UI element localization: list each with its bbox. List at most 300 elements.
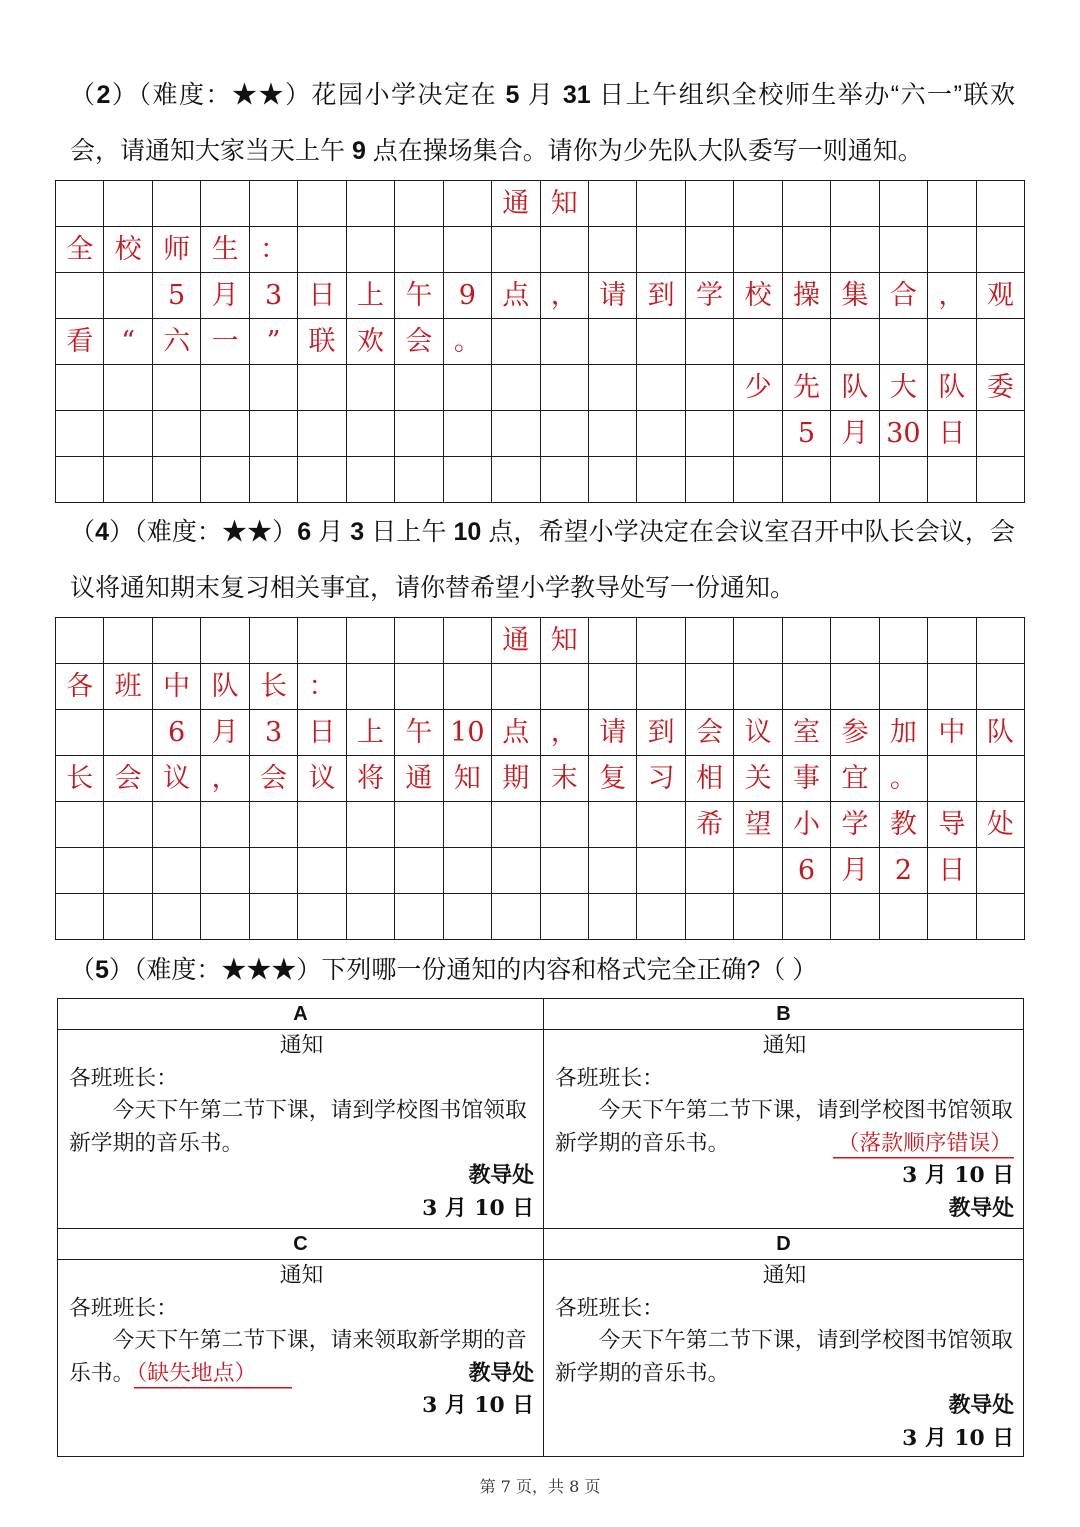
grid-row (56, 457, 1025, 503)
grid-cell-blank (395, 411, 443, 457)
grid-cell-answer: 月 (201, 710, 249, 756)
grid-cell-answer: 中 (928, 710, 976, 756)
grid-cell-blank (56, 181, 104, 227)
grid-cell-answer: 6 (783, 848, 831, 894)
grid-cell-blank (56, 273, 104, 319)
grid-cell-blank (153, 618, 201, 664)
grid-cell-answer: 希 (686, 802, 734, 848)
grid-cell-blank (977, 756, 1025, 802)
grid-cell-blank (444, 457, 492, 503)
notice-signature: 教导处 (468, 1163, 534, 1189)
grid-cell-answer: 集 (831, 273, 879, 319)
grid-cell-blank (880, 181, 928, 227)
grid-cell-blank (977, 227, 1025, 273)
grid-cell-blank (201, 802, 249, 848)
grid-cell-blank (541, 664, 589, 710)
grid-cell-answer: 日 (928, 411, 976, 457)
grid-cell-blank (686, 227, 734, 273)
grid-cell-blank (734, 848, 782, 894)
notice-title: 通知 (279, 1033, 324, 1058)
grid-row (56, 756, 1025, 802)
grid-cell-answer: 少 (734, 365, 782, 411)
grid-cell-answer: 期 (492, 756, 540, 802)
grid-cell-answer: “ (104, 319, 152, 365)
prompt-line: 议将通知期末复习相关事宜，请你替希望小学教导处写一份通知。 (70, 574, 796, 602)
grid-cell-blank (783, 894, 831, 940)
grid-cell-blank (492, 457, 540, 503)
grid-cell-blank (637, 319, 685, 365)
grid-cell-blank (928, 319, 976, 365)
notice-greeting: 各班班长： (555, 1065, 664, 1091)
grid-cell-blank (347, 618, 395, 664)
grid-cell-blank (637, 411, 685, 457)
correction-annotation: （缺失地点） (134, 1361, 292, 1389)
grid-cell-blank (783, 319, 831, 365)
grid-cell-blank (298, 411, 346, 457)
grid-cell-blank (153, 894, 201, 940)
grid-cell-answer: 一 (201, 319, 249, 365)
grid-cell-answer: 上 (347, 273, 395, 319)
grid-cell-answer: 通 (492, 181, 540, 227)
grid-cell-blank (977, 848, 1025, 894)
grid-cell-blank (928, 618, 976, 664)
grid-cell-blank (153, 365, 201, 411)
grid-cell-answer: ” (250, 319, 298, 365)
grid-cell-blank (734, 181, 782, 227)
grid-cell-blank (104, 273, 152, 319)
grid-cell-answer: 议 (153, 756, 201, 802)
grid-cell-blank (250, 618, 298, 664)
answer-grid-question-2 (55, 180, 1025, 503)
grid-cell-answer: 3 (250, 273, 298, 319)
grid-cell-blank (250, 848, 298, 894)
notice-date: 3 月 10 日 (902, 1425, 1014, 1451)
grid-cell-blank (686, 894, 734, 940)
grid-cell-blank (201, 894, 249, 940)
grid-cell-blank (686, 618, 734, 664)
grid-cell-answer: ， (201, 756, 249, 802)
notice-body-text: 乐书。 (69, 1360, 135, 1386)
grid-cell-blank (541, 227, 589, 273)
grid-cell-answer: 导 (928, 802, 976, 848)
grid-cell-blank (56, 457, 104, 503)
notice-body-line: 今天下午第二节下课，请到学校图书馆领取 (598, 1328, 1013, 1354)
grid-cell-blank (492, 319, 540, 365)
grid-cell-blank (541, 802, 589, 848)
grid-cell-blank (589, 894, 637, 940)
grid-cell-blank (831, 894, 879, 940)
grid-cell-answer: 班 (104, 664, 152, 710)
grid-cell-blank (637, 848, 685, 894)
grid-cell-blank (977, 181, 1025, 227)
grid-cell-blank (250, 894, 298, 940)
grid-cell-blank (977, 411, 1025, 457)
grid-cell-blank (928, 457, 976, 503)
grid-cell-blank (734, 411, 782, 457)
grid-cell-blank (541, 457, 589, 503)
grid-cell-blank (298, 848, 346, 894)
grid-row (56, 273, 1025, 319)
grid-cell-answer: 长 (250, 664, 298, 710)
grid-cell-answer: 月 (831, 411, 879, 457)
grid-cell-blank (104, 618, 152, 664)
notice-title: 通知 (279, 1263, 324, 1288)
notice-greeting: 各班班长： (555, 1295, 664, 1321)
grid-cell-answer: 队 (831, 365, 879, 411)
grid-row (56, 618, 1025, 664)
grid-cell-blank (492, 365, 540, 411)
grid-cell-blank (444, 365, 492, 411)
grid-cell-answer: 队 (201, 664, 249, 710)
grid-cell-blank (347, 894, 395, 940)
grid-cell-blank (395, 618, 443, 664)
grid-cell-blank (298, 457, 346, 503)
grid-cell-answer: 3 (250, 710, 298, 756)
grid-cell-blank (395, 894, 443, 940)
grid-cell-answer: 月 (201, 273, 249, 319)
grid-cell-blank (589, 848, 637, 894)
grid-cell-answer: 学 (686, 273, 734, 319)
grid-cell-blank (589, 365, 637, 411)
grid-cell-blank (347, 365, 395, 411)
grid-cell-blank (395, 181, 443, 227)
grid-row (56, 319, 1025, 365)
grid-cell-blank (734, 664, 782, 710)
prompt-number: 5 (95, 956, 109, 984)
grid-cell-blank (831, 227, 879, 273)
prompt-number: 2 (96, 81, 111, 109)
grid-cell-answer: 到 (637, 273, 685, 319)
grid-cell-answer: 将 (347, 756, 395, 802)
prompt-number: 6 (297, 518, 312, 546)
grid-cell-blank (734, 319, 782, 365)
grid-row (56, 664, 1025, 710)
grid-cell-blank (783, 227, 831, 273)
notice-greeting: 各班班长： (69, 1295, 178, 1321)
grid-cell-answer: 望 (734, 802, 782, 848)
grid-cell-blank (928, 894, 976, 940)
grid-cell-answer: 委 (977, 365, 1025, 411)
grid-cell-blank (928, 756, 976, 802)
prompt-number: 9 (351, 137, 366, 165)
grid-cell-answer: 教 (880, 802, 928, 848)
body-and-annotation (69, 1358, 292, 1391)
grid-cell-blank (637, 457, 685, 503)
grid-cell-blank (56, 365, 104, 411)
grid-cell-blank (201, 411, 249, 457)
grid-cell-blank (104, 710, 152, 756)
grid-cell-blank (444, 411, 492, 457)
grid-cell-blank (686, 664, 734, 710)
option-b-notice (544, 1030, 1024, 1229)
grid-cell-answer: ： (250, 227, 298, 273)
grid-cell-answer: 大 (880, 365, 928, 411)
grid-cell-answer: 知 (541, 181, 589, 227)
grid-cell-answer: 长 (56, 756, 104, 802)
grid-cell-blank (298, 227, 346, 273)
notice-body-line: 今天下午第二节下课，请到学校图书馆领取 (598, 1098, 1013, 1124)
grid-cell-blank (541, 848, 589, 894)
grid-cell-answer: 议 (734, 710, 782, 756)
grid-cell-blank (637, 227, 685, 273)
options-content-row (58, 1030, 1024, 1229)
grid-cell-blank (492, 802, 540, 848)
grid-cell-blank (104, 365, 152, 411)
grid-cell-blank (541, 411, 589, 457)
notice-signature: 教导处 (948, 1393, 1014, 1419)
question-5-prompt (70, 942, 1015, 998)
grid-cell-blank (347, 664, 395, 710)
grid-row (56, 365, 1025, 411)
grid-cell-answer: 请 (589, 273, 637, 319)
grid-cell-answer: 操 (783, 273, 831, 319)
grid-cell-blank (298, 181, 346, 227)
notice-body-line: 新学期的音乐书。 (555, 1360, 730, 1386)
grid-cell-answer: 先 (783, 365, 831, 411)
grid-cell-blank (589, 411, 637, 457)
grid-cell-answer: 2 (880, 848, 928, 894)
grid-cell-answer: 复 (589, 756, 637, 802)
grid-cell-answer: 点 (492, 710, 540, 756)
grid-cell-blank (56, 618, 104, 664)
grid-cell-answer: 会 (395, 319, 443, 365)
grid-cell-blank (880, 664, 928, 710)
grid-cell-blank (250, 365, 298, 411)
grid-cell-blank (880, 894, 928, 940)
grid-cell-blank (589, 181, 637, 227)
notice-signature: 教导处 (948, 1195, 1014, 1221)
grid-cell-blank (56, 710, 104, 756)
grid-cell-blank (444, 848, 492, 894)
annotation-wrap (833, 1128, 1014, 1161)
grid-cell-answer: 小 (783, 802, 831, 848)
grid-cell-answer: 5 (783, 411, 831, 457)
notice-date: 3 月 10 日 (422, 1195, 534, 1221)
grid-cell-blank (686, 457, 734, 503)
grid-cell-answer: 各 (56, 664, 104, 710)
grid-cell-blank (734, 227, 782, 273)
grid-cell-answer: 宜 (831, 756, 879, 802)
grid-cell-blank (541, 894, 589, 940)
grid-row (56, 710, 1025, 756)
grid-cell-answer: 月 (831, 848, 879, 894)
grid-cell-blank (734, 618, 782, 664)
notice-greeting: 各班班长： (69, 1065, 178, 1091)
grid-cell-blank (347, 802, 395, 848)
grid-cell-blank (637, 664, 685, 710)
grid-cell-blank (347, 181, 395, 227)
notice-body-line: 今天下午第二节下课，请到学校图书馆领取 (112, 1098, 527, 1124)
grid-cell-blank (250, 802, 298, 848)
page-footer: 第 7 页，共 8 页 (479, 1477, 601, 1496)
grid-cell-answer: 队 (928, 365, 976, 411)
grid-cell-blank (977, 618, 1025, 664)
grid-cell-answer: 日 (298, 273, 346, 319)
grid-cell-answer: 30 (880, 411, 928, 457)
question-4-prompt (70, 504, 1015, 616)
grid-row (56, 227, 1025, 273)
prompt-number: 5 (505, 81, 520, 109)
grid-cell-blank (201, 457, 249, 503)
grid-cell-blank (637, 181, 685, 227)
grid-cell-blank (686, 365, 734, 411)
grid-cell-answer: 事 (783, 756, 831, 802)
option-b-letter: B (544, 999, 1024, 1030)
grid-cell-answer: 校 (734, 273, 782, 319)
grid-row (56, 848, 1025, 894)
grid-cell-blank (880, 227, 928, 273)
grid-cell-blank (104, 411, 152, 457)
grid-cell-blank (492, 227, 540, 273)
grid-cell-answer: 5 (153, 273, 201, 319)
grid-cell-answer: 欢 (347, 319, 395, 365)
grid-cell-answer: 到 (637, 710, 685, 756)
grid-cell-blank (444, 618, 492, 664)
grid-cell-answer: 加 (880, 710, 928, 756)
grid-row (56, 181, 1025, 227)
options-header-row (58, 999, 1024, 1030)
grid-cell-answer: ： (298, 664, 346, 710)
grid-cell-blank (880, 618, 928, 664)
grid-cell-blank (492, 664, 540, 710)
prompt-number: 31 (562, 81, 591, 109)
grid-cell-blank (153, 181, 201, 227)
grid-cell-blank (104, 457, 152, 503)
grid-cell-blank (928, 181, 976, 227)
grid-cell-blank (637, 365, 685, 411)
grid-cell-answer: 10 (444, 710, 492, 756)
grid-cell-blank (395, 664, 443, 710)
grid-cell-blank (734, 894, 782, 940)
grid-cell-answer: 学 (831, 802, 879, 848)
grid-cell-answer: 师 (153, 227, 201, 273)
grid-cell-blank (831, 319, 879, 365)
grid-cell-blank (298, 365, 346, 411)
grid-cell-answer: 。 (880, 756, 928, 802)
grid-cell-blank (831, 457, 879, 503)
grid-cell-blank (589, 227, 637, 273)
grid-cell-blank (783, 457, 831, 503)
grid-row (56, 411, 1025, 457)
grid-cell-blank (347, 227, 395, 273)
grid-cell-blank (831, 181, 879, 227)
grid-cell-blank (56, 848, 104, 894)
notice-body-text: 新学期的音乐书。 (555, 1130, 730, 1156)
grid-cell-blank (395, 802, 443, 848)
grid-cell-answer: 合 (880, 273, 928, 319)
grid-cell-blank (444, 227, 492, 273)
grid-cell-answer: 联 (298, 319, 346, 365)
grid-cell-blank (347, 848, 395, 894)
grid-cell-answer: 。 (444, 319, 492, 365)
grid-cell-blank (541, 365, 589, 411)
grid-cell-blank (928, 227, 976, 273)
grid-cell-blank (104, 894, 152, 940)
prompt-line: 会，请通知大家当天上午 9 点在操场集合。请你为少先队大队委写一则通知。 (70, 137, 923, 165)
option-a-notice (58, 1030, 544, 1229)
grid-cell-blank (637, 618, 685, 664)
option-d-letter: D (544, 1229, 1024, 1260)
grid-cell-blank (444, 894, 492, 940)
grid-cell-blank (589, 457, 637, 503)
grid-cell-blank (298, 618, 346, 664)
grid-cell-blank (686, 411, 734, 457)
grid-cell-answer: 队 (977, 710, 1025, 756)
grid-cell-blank (492, 894, 540, 940)
prompt-line: （4）（难度：★★）6 月 3 日上午 10 点，希望小学决定在会议室召开中队长会议，会 (70, 518, 1015, 546)
grid-cell-blank (686, 848, 734, 894)
grid-cell-answer: 会 (104, 756, 152, 802)
grid-cell-blank (201, 848, 249, 894)
grid-cell-blank (589, 802, 637, 848)
notice-signature: 教导处 (468, 1360, 534, 1386)
grid-cell-blank (977, 457, 1025, 503)
answer-grid-question-4 (55, 617, 1025, 940)
prompt-number: 3 (350, 518, 365, 546)
grid-cell-answer: 知 (541, 618, 589, 664)
grid-cell-blank (444, 181, 492, 227)
grid-cell-blank (201, 618, 249, 664)
grid-cell-blank (977, 319, 1025, 365)
grid-cell-answer: 日 (298, 710, 346, 756)
grid-cell-blank (104, 181, 152, 227)
grid-cell-blank (298, 802, 346, 848)
grid-cell-blank (492, 411, 540, 457)
grid-cell-blank (250, 181, 298, 227)
grid-cell-blank (250, 457, 298, 503)
grid-cell-blank (395, 365, 443, 411)
grid-cell-answer: 观 (977, 273, 1025, 319)
grid-cell-answer: 会 (686, 710, 734, 756)
grid-cell-answer: 知 (444, 756, 492, 802)
grid-cell-blank (250, 411, 298, 457)
grid-cell-blank (977, 894, 1025, 940)
grid-cell-blank (880, 319, 928, 365)
grid-cell-blank (347, 411, 395, 457)
grid-cell-answer: 午 (395, 710, 443, 756)
notice-body-line: 今天下午第二节下课，请来领取新学期的音 (112, 1328, 527, 1354)
options-header-row (58, 1229, 1024, 1260)
options-content-row (58, 1260, 1024, 1457)
grid-cell-blank (153, 802, 201, 848)
notice-title: 通知 (762, 1033, 807, 1058)
grid-cell-answer: 通 (492, 618, 540, 664)
option-c-letter: C (58, 1229, 544, 1260)
prompt-number: 4 (95, 518, 109, 546)
grid-cell-answer: 会 (250, 756, 298, 802)
grid-cell-answer: 中 (153, 664, 201, 710)
prompt-line: （2）（难度：★★）花园小学决定在 5 月 31 日上午组织全校师生举办“六一”联欢 (70, 81, 1015, 109)
grid-cell-blank (56, 894, 104, 940)
grid-cell-blank (395, 227, 443, 273)
option-d-notice (544, 1260, 1024, 1457)
option-c-notice (58, 1260, 544, 1457)
grid-cell-blank (880, 457, 928, 503)
grid-cell-blank (589, 618, 637, 664)
grid-cell-answer: 请 (589, 710, 637, 756)
grid-cell-blank (686, 181, 734, 227)
grid-cell-blank (347, 457, 395, 503)
grid-cell-blank (783, 181, 831, 227)
grid-cell-blank (928, 664, 976, 710)
grid-cell-answer: 日 (928, 848, 976, 894)
grid-cell-blank (541, 319, 589, 365)
prompt-number: 10 (453, 518, 482, 546)
notice-date: 3 月 10 日 (422, 1393, 534, 1419)
grid-cell-blank (831, 618, 879, 664)
grid-cell-blank (153, 457, 201, 503)
grid-cell-blank (734, 457, 782, 503)
